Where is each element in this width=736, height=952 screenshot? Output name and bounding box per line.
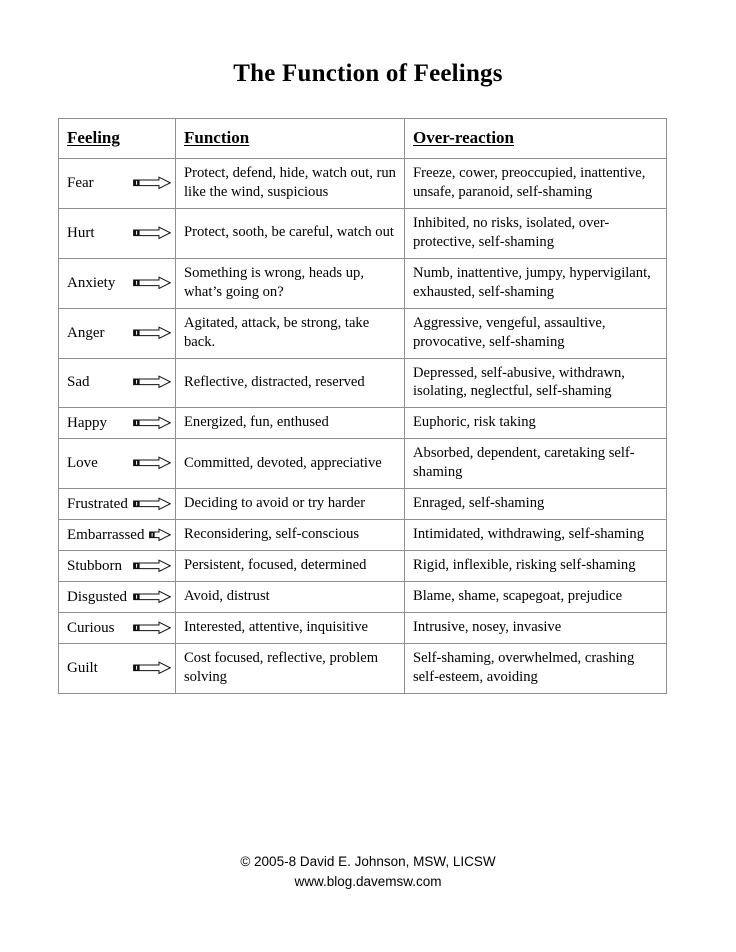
cell-over-reaction <box>405 208 667 258</box>
feeling-row-content <box>67 659 171 677</box>
over-reaction-text: Rigid, inflexible, risking self-shaming <box>413 557 636 574</box>
column-header-function <box>176 119 405 159</box>
function-text: Deciding to avoid or try harder <box>184 495 366 512</box>
cell-over-reaction <box>405 308 667 358</box>
feeling-row-content <box>67 588 171 606</box>
table-row <box>59 308 667 358</box>
feeling-row-content <box>67 174 171 192</box>
cell-feeling <box>59 408 176 439</box>
over-reaction-text: Aggressive, vengeful, assaultive, provocative, self-shaming <box>413 314 606 350</box>
cell-over-reaction <box>405 408 667 439</box>
cell-function <box>176 358 405 408</box>
function-text: Cost focused, reflective, problem solving <box>184 650 379 686</box>
cell-feeling <box>59 258 176 308</box>
feeling-row-content <box>67 495 171 513</box>
function-text: Protect, defend, hide, watch out, run like the wind, suspicious <box>184 164 396 200</box>
right-arrow-icon <box>133 326 171 340</box>
cell-over-reaction <box>405 439 667 489</box>
column-header-feeling-label: Feeling <box>67 128 120 147</box>
cell-over-reaction <box>405 551 667 582</box>
cell-function <box>176 408 405 439</box>
table-row <box>59 358 667 408</box>
feeling-label: Happy <box>67 414 107 431</box>
feeling-label: Guilt <box>67 660 98 677</box>
cell-over-reaction <box>405 644 667 694</box>
feeling-label: Stubborn <box>67 557 123 574</box>
table-row <box>59 489 667 520</box>
table-row <box>59 258 667 308</box>
table-row <box>59 439 667 489</box>
right-arrow-icon <box>133 621 171 635</box>
feeling-row-content <box>67 526 171 544</box>
over-reaction-text: Numb, inattentive, jumpy, hypervigilant, exhausted, self-shaming <box>413 264 651 300</box>
feeling-row-content <box>67 454 171 472</box>
right-arrow-icon <box>133 559 171 573</box>
right-arrow-icon <box>133 590 171 604</box>
function-text: Reconsidering, self-conscious <box>184 526 360 543</box>
feeling-label: Embarrassed <box>67 526 145 543</box>
footer-website: www.blog.davemsw.com <box>294 873 442 889</box>
function-text: Persistent, focused, determined <box>184 557 367 574</box>
table-row <box>59 613 667 644</box>
feeling-label: Love <box>67 455 98 472</box>
feeling-label: Sad <box>67 374 90 391</box>
over-reaction-text: Euphoric, risk taking <box>413 414 536 431</box>
cell-feeling <box>59 358 176 408</box>
cell-function <box>176 439 405 489</box>
cell-function <box>176 308 405 358</box>
feeling-row-content <box>67 557 171 575</box>
feeling-row-content <box>67 224 171 242</box>
cell-feeling <box>59 208 176 258</box>
cell-function <box>176 582 405 613</box>
table-row <box>59 158 667 208</box>
feeling-row-content <box>67 324 171 342</box>
cell-feeling <box>59 551 176 582</box>
cell-function <box>176 258 405 308</box>
feeling-row-content <box>67 619 171 637</box>
function-text: Agitated, attack, be strong, take back. <box>184 314 370 350</box>
footer <box>0 852 736 891</box>
cell-feeling <box>59 439 176 489</box>
over-reaction-text: Intimidated, withdrawing, self-shaming <box>413 526 645 543</box>
right-arrow-icon <box>133 661 171 675</box>
feeling-label: Disgusted <box>67 588 127 605</box>
table-body <box>59 119 667 694</box>
table-row <box>59 582 667 613</box>
over-reaction-text: Blame, shame, scapegoat, prejudice <box>413 588 623 605</box>
cell-feeling <box>59 489 176 520</box>
cell-function <box>176 551 405 582</box>
cell-function <box>176 208 405 258</box>
feeling-label: Fear <box>67 174 94 191</box>
cell-over-reaction <box>405 582 667 613</box>
cell-feeling <box>59 308 176 358</box>
right-arrow-icon <box>133 276 171 290</box>
over-reaction-text: Freeze, cower, preoccupied, inattentive, unsafe, paranoid, self-shaming <box>413 164 646 200</box>
feeling-row-content <box>67 414 171 432</box>
cell-feeling <box>59 613 176 644</box>
feeling-label: Anxiety <box>67 274 116 291</box>
cell-feeling <box>59 158 176 208</box>
cell-function <box>176 613 405 644</box>
feeling-row-content <box>67 274 171 292</box>
function-text: Energized, fun, enthused <box>184 414 329 431</box>
footer-copyright: © 2005-8 David E. Johnson, MSW, LICSW <box>240 854 496 869</box>
over-reaction-text: Self-shaming, overwhelmed, crashing self-esteem, avoiding <box>413 650 635 686</box>
over-reaction-text: Enraged, self-shaming <box>413 495 545 512</box>
cell-function <box>176 158 405 208</box>
cell-feeling <box>59 644 176 694</box>
right-arrow-icon-short <box>149 528 171 542</box>
feeling-row-content <box>67 373 171 391</box>
table-row <box>59 208 667 258</box>
cell-function <box>176 489 405 520</box>
table-row <box>59 520 667 551</box>
page-title: The Function of Feelings <box>233 60 503 87</box>
table-header-row <box>59 119 667 159</box>
feeling-label: Frustrated <box>67 495 128 512</box>
function-text: Avoid, distrust <box>184 588 270 605</box>
right-arrow-icon <box>133 456 171 470</box>
function-text: Reflective, distracted, reserved <box>184 373 365 390</box>
cell-function <box>176 644 405 694</box>
function-text: Interested, attentive, inquisitive <box>184 619 368 636</box>
function-text: Protect, sooth, be careful, watch out <box>184 224 394 241</box>
cell-over-reaction <box>405 520 667 551</box>
feeling-label: Hurt <box>67 224 95 241</box>
cell-over-reaction <box>405 489 667 520</box>
over-reaction-text: Depressed, self-abusive, withdrawn, isolating, neglectful, self-shaming <box>413 364 625 400</box>
right-arrow-icon <box>133 497 171 511</box>
right-arrow-icon <box>133 375 171 389</box>
cell-function <box>176 520 405 551</box>
cell-over-reaction <box>405 158 667 208</box>
column-header-over-reaction <box>405 119 667 159</box>
function-text: Something is wrong, heads up, what’s going on? <box>184 264 364 300</box>
feeling-label: Anger <box>67 324 105 341</box>
over-reaction-text: Intrusive, nosey, invasive <box>413 619 562 636</box>
table-row <box>59 644 667 694</box>
right-arrow-icon <box>133 176 171 190</box>
cell-feeling <box>59 582 176 613</box>
over-reaction-text: Inhibited, no risks, isolated, over-protective, self-shaming <box>413 214 610 250</box>
column-header-over-reaction-label: Over-reaction <box>413 128 515 147</box>
table-row <box>59 551 667 582</box>
function-text: Committed, devoted, appreciative <box>184 454 382 471</box>
cell-over-reaction <box>405 358 667 408</box>
function-of-feelings-table <box>58 118 667 694</box>
over-reaction-text: Absorbed, dependent, caretaking self-shaming <box>413 445 635 481</box>
table-row <box>59 408 667 439</box>
cell-over-reaction <box>405 258 667 308</box>
cell-over-reaction <box>405 613 667 644</box>
feeling-label: Curious <box>67 619 115 636</box>
cell-feeling <box>59 520 176 551</box>
right-arrow-icon <box>133 226 171 240</box>
column-header-feeling <box>59 119 176 159</box>
column-header-function-label: Function <box>184 128 250 147</box>
right-arrow-icon <box>133 416 171 430</box>
